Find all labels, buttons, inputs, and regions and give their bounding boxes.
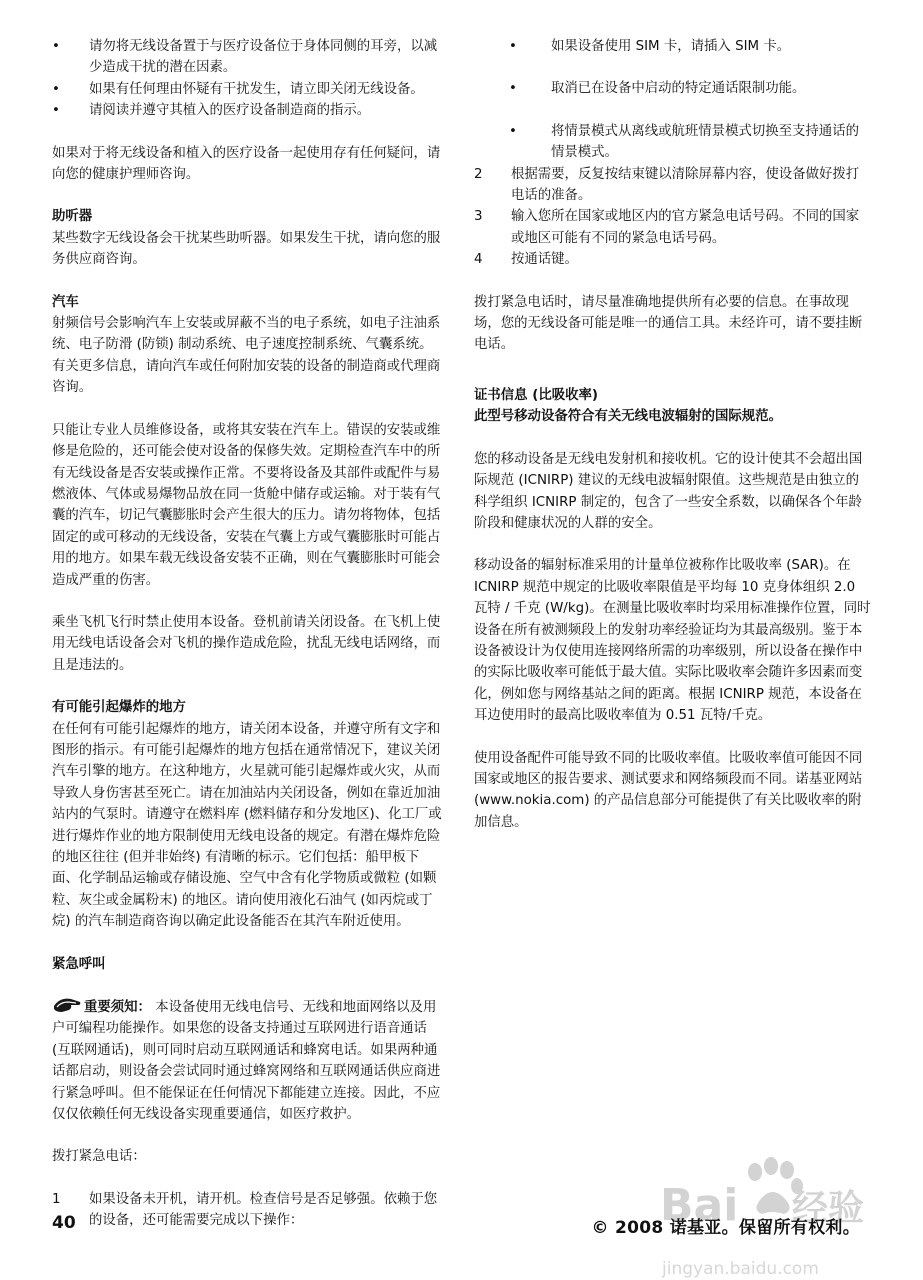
step-number: 2 bbox=[474, 166, 483, 182]
sub-bullet-text: 取消已在设备中启动的特定通话限制功能。 bbox=[551, 81, 806, 97]
certification-subtitle: 此型号移动设备符合有关无线电波辐射的国际规范。 bbox=[474, 409, 782, 425]
watermark-brand: Bai bbox=[660, 1180, 739, 1231]
sub-list-item bbox=[474, 121, 872, 164]
page-footer bbox=[52, 1213, 872, 1239]
bullet-marker: • bbox=[509, 123, 517, 139]
bullet-marker: • bbox=[52, 39, 60, 54]
bullet-marker: • bbox=[52, 103, 60, 119]
important-note bbox=[52, 996, 444, 1125]
hearing-aid-heading: 助听器 bbox=[52, 209, 93, 225]
sub-list-item bbox=[474, 78, 872, 99]
important-label: 重要须知： bbox=[84, 1000, 151, 1016]
note-hand-icon bbox=[52, 996, 82, 1014]
implant-paragraph: 如果对于将无线设备和植入的医疗设备一起使用存有任何疑问，请向您的健康护理师咨询。 bbox=[52, 145, 441, 183]
vehicle-paragraph-2: 只能让专业人员维修设备，或将其安装在汽车上。错误的安装或维修是危险的，还可能会使对设备的保修失效。定期检查汽车中的所有无线设备是否安装或操作正常。不要将设备及其部件或配件与易燃液体、气体或易爆物品放在同一货舱中储存或运输。对于装有气囊的汽车，切记气囊膨胀时会产生很大的压力。请勿将物体，包括固定的或可移动的无线设备，安装在气囊上方或气囊膨胀时可能占用的地方。如果车载无线设备安装不正确，则在气囊膨胀时可能会造成严重的伤害。 bbox=[52, 422, 441, 588]
explosive-paragraph: 在任何有可能引起爆炸的地方，请关闭本设备，并遵守所有文字和图形的指示。有可能引起爆炸的地方包括在通常情况下，建议关闭汽车引擎的地方。在这种地方，火星就可能引起爆炸或火灾，从而导致人身伤害甚至死亡。请在加油站内关闭设备，例如在靠近加油站内的气泵时。请遵守在燃料库 (燃料储存和分发地区)、化工厂或进行爆炸作业的地方限制使用无线电设备的规定。有潜在爆炸危险的地区往往 (但并非始终) 有清晰的标示。它们包括：船甲板下面、化学制品运输或存储设施、空气中含有化学物质或微粒 (如颗粒、灰尘或金属粉末) 的地区。请向使用液化石油气 (如丙烷或丁烷) 的汽车制造商咨询以确定此设备能否在其汽车附近使用。 bbox=[52, 721, 442, 930]
certification-paragraph-1: 您的移动设备是无线电发射机和接收机。它的设计使其不会超出国际规范 (ICNIRP) 建议的无线电波辐射限值。这些规范是由独立的科学组织 ICNIRP 制定的，包含了一些安全系数，以确保各个年龄阶段和健康状况的人群的安全。 bbox=[474, 451, 863, 531]
vehicle-heading: 汽车 bbox=[52, 294, 79, 310]
sub-bullet-text: 将情景模式从离线或航班情景模式切换至支持通话的情景模式。 bbox=[551, 123, 859, 161]
left-column bbox=[52, 36, 444, 1232]
bullet-marker: • bbox=[509, 39, 517, 54]
step-number: 4 bbox=[474, 252, 483, 268]
important-text: 本设备使用无线电信号、无线和地面网络以及用户可编程功能操作。如果您的设备支持通过互联网进行语音通话 (互联网通话)，则可同时启动互联网通话和蜂窝电话。如果两种通话都启动，则设备会尝试同时通过蜂窝网络和互联网通话供应商进行紧急呼叫。但不能保证在任何情况下都能建立连接。因此，不应仅仅依赖任何无线设备实现重要通信，如医疗救护。 bbox=[52, 1000, 441, 1123]
step-text: 按通话键。 bbox=[511, 252, 578, 268]
list-item bbox=[52, 79, 444, 100]
copyright-notice: © 2008 诺基亚。保留所有权利。 bbox=[591, 1218, 860, 1238]
step-item bbox=[474, 249, 872, 270]
sub-list-item bbox=[474, 36, 872, 57]
dial-intro: 拨打紧急电话： bbox=[52, 1149, 146, 1165]
vehicle-paragraph-1: 射频信号会影响汽车上安装或屏蔽不当的电子系统，如电子注油系统、电子防滑 (防锁) 制动系统、电子速度控制系统、气囊系统。有关更多信息，请向汽车或任何附加安装的设备的制造商或代理商咨询。 bbox=[52, 316, 441, 396]
hearing-aid-paragraph: 某些数字无线设备会干扰某些助听器。如果发生干扰，请向您的服务供应商咨询。 bbox=[52, 230, 441, 268]
watermark-cn: 经验 bbox=[792, 1188, 865, 1229]
bullet-text: 如果有任何理由怀疑有干扰发生，请立即关闭无线设备。 bbox=[89, 81, 424, 97]
bullet-text: 请阅读并遵守其植入的医疗设备制造商的指示。 bbox=[89, 103, 371, 119]
step-item bbox=[474, 206, 872, 249]
step-text: 根据需要，反复按结束键以清除屏幕内容，使设备做好拨打电话的准备。 bbox=[511, 166, 860, 204]
list-item bbox=[52, 36, 444, 79]
right-column bbox=[474, 36, 872, 833]
watermark-url: jingyan.baidu.com bbox=[662, 1259, 819, 1279]
certification-paragraph-3: 使用设备配件可能导致不同的比吸收率值。比吸收率值可能因不同国家或地区的报告要求、测试要求和网络频段而不同。诺基亚网站 (www.nokia.com) 的产品信息部分可能提供了有关比吸收率的附加信息。 bbox=[474, 750, 863, 830]
bullet-text: 请勿将无线设备置于与医疗设备位于身体同侧的耳旁，以减少造成干扰的潜在因素。 bbox=[89, 39, 438, 76]
step-item bbox=[474, 164, 872, 207]
explosive-heading: 有可能引起爆炸的地方 bbox=[52, 700, 186, 716]
emergency-heading: 紧急呼叫 bbox=[52, 956, 106, 972]
step-text: 如果设备未开机，请开机。检查信号是否足够强。依赖于您的设备，还可能需要完成以下操作： bbox=[89, 1191, 438, 1229]
bullet-marker: • bbox=[509, 81, 517, 97]
step-text: 输入您所在国家或地区内的官方紧急电话号码。不同的国家或地区可能有不同的紧急电话号码。 bbox=[511, 209, 860, 246]
page-number: 40 bbox=[52, 1213, 76, 1233]
emergency-note-paragraph: 拨打紧急电话时，请尽量准确地提供所有必要的信息。在事故现场，您的无线设备可能是唯一的通信工具。未经许可，请不要挂断电话。 bbox=[474, 294, 863, 353]
bullet-marker: • bbox=[52, 81, 60, 97]
certification-heading: 证书信息 (比吸收率) bbox=[474, 387, 599, 403]
step-number: 1 bbox=[52, 1191, 61, 1207]
aircraft-paragraph: 乘坐飞机飞行时禁止使用本设备。登机前请关闭设备。在飞机上使用无线电话设备会对飞机的操作造成危险，扰乱无线电话网络，而且是违法的。 bbox=[52, 614, 441, 673]
certification-paragraph-2: 移动设备的辐射标准采用的计量单位被称作比吸收率 (SAR)。在 ICNIRP 规范中规定的比吸收率限值是平均每 10 克身体组织 2.0 瓦特 / 千克 (W/kg)。在测量比吸收率时均采用标准操作位置，同时设备在所有被测频段上的发射功率经验证均为其最高级别。鉴于本设备被设计为仅使用连接网络所需的功率级别，所以设备在操作中的实际比吸收率可能低于最大值。实际比吸收率会随许多因素而变化，例如您与网络基站之间的距离。根据 ICNIRP 规范，本设备在耳边使用时的最高比吸收率值为 0.51 瓦特/千克。 bbox=[474, 558, 871, 724]
list-item bbox=[52, 100, 444, 121]
sub-bullet-text: 如果设备使用 SIM 卡，请插入 SIM 卡。 bbox=[551, 39, 791, 54]
step-number: 3 bbox=[474, 209, 483, 225]
